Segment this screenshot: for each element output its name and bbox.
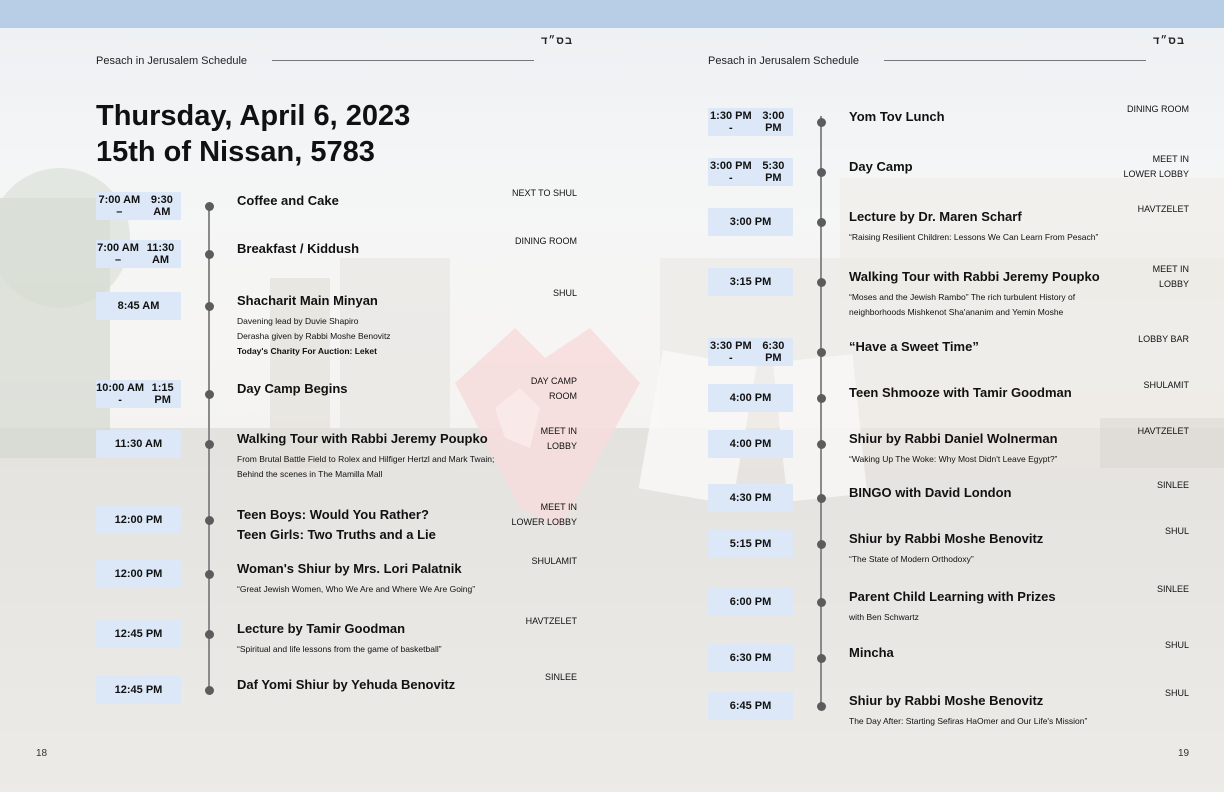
event-location: SINLEE	[544, 672, 577, 682]
event-title: Teen Girls: Two Truths and a Lie	[237, 527, 436, 542]
event-location: LOBBY	[1158, 279, 1189, 289]
event-title: BINGO with David London	[849, 485, 1012, 500]
event-title: Day Camp	[849, 159, 913, 174]
time-box	[708, 338, 793, 366]
timeline-dot	[205, 570, 214, 579]
event-detail: with Ben Schwartz	[849, 612, 919, 622]
schedule-row	[612, 480, 1224, 524]
event-title: Shiur by Rabbi Daniel Wolnerman	[849, 431, 1058, 446]
event-title: Parent Child Learning with Prizes	[849, 589, 1056, 604]
event-location: SHULAMIT	[531, 556, 577, 566]
schedule-row	[612, 426, 1224, 470]
timeline-dot	[205, 250, 214, 259]
time-box	[708, 484, 793, 512]
time-box	[708, 208, 793, 236]
event-location: LOBBY BAR	[1138, 334, 1189, 344]
timeline-dot	[205, 302, 214, 311]
event-title: Yom Tov Lunch	[849, 109, 945, 124]
time-box	[96, 506, 181, 534]
right-page	[612, 28, 1224, 792]
timeline-dot	[205, 440, 214, 449]
schedule-row	[612, 584, 1224, 628]
time-box	[708, 268, 793, 296]
event-location: LOWER LOBBY	[1123, 169, 1189, 179]
event-location: MEET IN	[1152, 154, 1189, 164]
event-title: Breakfast / Kiddush	[237, 241, 360, 256]
bsd-mark: בס״ד	[1153, 35, 1185, 47]
time-box	[96, 430, 181, 458]
schedule-row	[0, 502, 612, 546]
event-title: Teen Shmooze with Tamir Goodman	[849, 385, 1072, 400]
schedule-row	[0, 236, 612, 280]
schedule-row	[0, 188, 612, 232]
event-title: Day Camp Begins	[237, 381, 348, 396]
time-text: 1:15 PM	[151, 382, 174, 406]
page-number: 19	[1178, 748, 1190, 759]
event-title: Teen Boys: Would You Rather?	[237, 507, 429, 522]
event-title: Shiur by Rabbi Moshe Benovitz	[849, 531, 1044, 546]
event-location: SHUL	[1164, 526, 1189, 536]
event-location: SHUL	[1164, 640, 1189, 650]
event-title: Mincha	[849, 645, 894, 660]
timeline-dot	[817, 394, 826, 403]
event-location: DINING ROOM	[515, 236, 577, 246]
schedule-row	[612, 380, 1224, 424]
time-text: 4:00 PM	[729, 438, 772, 450]
event-location: HAVTZELET	[525, 616, 577, 626]
schedule-row	[612, 688, 1224, 732]
timeline-dot	[817, 118, 826, 127]
event-title: Walking Tour with Rabbi Jeremy Poupko	[237, 431, 488, 446]
timeline-dot	[817, 494, 826, 503]
event-location: DINING ROOM	[1127, 104, 1189, 114]
timeline-dot	[817, 540, 826, 549]
timeline-dot	[817, 598, 826, 607]
event-title: Coffee and Cake	[237, 193, 339, 208]
time-text: 6:00 PM	[729, 596, 772, 608]
event-location: HAVTZELET	[1137, 204, 1189, 214]
time-text: 7:00 AM –	[97, 242, 139, 266]
schedule-row	[612, 204, 1224, 248]
header-rule	[884, 60, 1146, 61]
time-text: 10:00 AM -	[96, 382, 145, 406]
schedule-row	[0, 672, 612, 716]
event-title: Shiur by Rabbi Moshe Benovitz	[849, 693, 1044, 708]
event-location: MEET IN	[540, 426, 577, 436]
event-detail: “Raising Resilient Children: Lessons We Can Learn From Pesach”	[849, 232, 1099, 242]
time-box	[708, 644, 793, 672]
timeline-dot	[817, 168, 826, 177]
schedule-row	[0, 426, 612, 479]
schedule-row	[612, 264, 1224, 317]
event-location: SHUL	[1164, 688, 1189, 698]
left-page	[0, 28, 612, 792]
time-text: 11:30 AM	[114, 438, 163, 450]
time-box	[708, 108, 793, 136]
event-title: Daf Yomi Shiur by Yehuda Benovitz	[237, 677, 456, 692]
event-detail: “Great Jewish Women, Who We Are and Where We Are Going”	[237, 584, 476, 594]
time-text: 12:00 PM	[114, 568, 163, 580]
schedule-row	[612, 334, 1224, 378]
event-detail: Today's Charity For Auction: Leket	[237, 346, 377, 356]
time-box	[96, 620, 181, 648]
event-location: SHUL	[552, 288, 577, 298]
date-heading: Thursday, April 6, 2023	[96, 100, 411, 132]
event-title: Shacharit Main Minyan	[237, 293, 378, 308]
event-detail: “Spiritual and life lessons from the game of basketball”	[237, 644, 442, 654]
event-title: Walking Tour with Rabbi Jeremy Poupko	[849, 269, 1100, 284]
timeline-dot	[205, 390, 214, 399]
event-location: ROOM	[549, 391, 577, 401]
event-title: Lecture by Dr. Maren Scharf	[849, 209, 1022, 224]
schedule-row	[612, 526, 1224, 570]
time-text: 3:00 PM	[762, 110, 785, 134]
event-location: LOWER LOBBY	[511, 517, 577, 527]
timeline-dot	[817, 348, 826, 357]
event-detail: neighborhoods Mishkenot Sha'ananim and Yemin Moshe	[849, 307, 1064, 317]
time-text: 3:15 PM	[729, 276, 772, 288]
time-box	[708, 530, 793, 558]
bsd-mark: בס״ד	[541, 35, 573, 47]
time-text: 6:45 PM	[729, 700, 772, 712]
time-box	[96, 560, 181, 588]
time-box	[96, 676, 181, 704]
timeline-dot	[817, 702, 826, 711]
timeline-dot	[205, 630, 214, 639]
schedule-row	[0, 376, 612, 420]
hebrew-date-heading: 15th of Nissan, 5783	[96, 136, 375, 168]
event-location: MEET IN	[1152, 264, 1189, 274]
timeline-dot	[205, 686, 214, 695]
time-text: 5:30 PM	[762, 160, 785, 184]
schedule-row	[612, 104, 1224, 148]
event-location: MEET IN	[540, 502, 577, 512]
page-number: 18	[36, 748, 48, 759]
timeline-dot	[817, 440, 826, 449]
time-text: 6:30 PM	[729, 652, 772, 664]
time-text: 4:00 PM	[729, 392, 772, 404]
time-text: 1:30 PM -	[710, 110, 752, 134]
timeline-dot	[205, 516, 214, 525]
top-color-band	[0, 0, 1224, 28]
time-text: 12:45 PM	[114, 684, 163, 696]
time-box	[708, 430, 793, 458]
event-detail: Derasha given by Rabbi Moshe Benovitz	[237, 331, 391, 341]
event-detail: Davening lead by Duvie Shapiro	[237, 316, 359, 326]
event-title: Woman's Shiur by Mrs. Lori Palatnik	[237, 561, 462, 576]
time-text: 3:30 PM -	[710, 340, 752, 364]
time-box	[96, 292, 181, 320]
time-text: 11:30 AM	[146, 242, 175, 266]
schedule-row	[612, 154, 1224, 198]
event-detail: “Waking Up The Woke: Why Most Didn't Leave Egypt?”	[849, 454, 1058, 464]
event-detail: From Brutal Battle Field to Rolex and Hilfiger Hertzl and Mark Twain;	[237, 454, 495, 464]
timeline-dot	[817, 654, 826, 663]
time-text: 12:00 PM	[114, 514, 163, 526]
time-box	[708, 158, 793, 186]
timeline-dot	[817, 218, 826, 227]
time-text: 3:00 PM -	[710, 160, 752, 184]
event-detail: “The State of Modern Orthodoxy”	[849, 554, 974, 564]
event-location: NEXT TO SHUL	[511, 188, 577, 198]
event-location: LOBBY	[546, 441, 577, 451]
event-title: Lecture by Tamir Goodman	[237, 621, 406, 636]
schedule-row	[0, 556, 612, 600]
schedule-row	[0, 288, 612, 356]
event-location: SHULAMIT	[1143, 380, 1189, 390]
time-text: 5:15 PM	[729, 538, 772, 550]
time-text: 7:00 AM –	[98, 194, 141, 218]
time-box	[96, 240, 181, 268]
time-text: 3:00 PM	[729, 216, 772, 228]
timeline-dot	[817, 278, 826, 287]
time-text: 8:45 AM	[117, 300, 160, 312]
event-location: HAVTZELET	[1137, 426, 1189, 436]
time-box	[96, 380, 181, 408]
timeline-dot	[205, 202, 214, 211]
event-detail: The Day After: Starting Sefiras HaOmer and Our Life's Mission”	[849, 716, 1088, 726]
event-detail: Behind the scenes in The Mamilla Mall	[237, 469, 383, 479]
schedule-header-title: Pesach in Jerusalem Schedule	[96, 55, 248, 67]
event-location: SINLEE	[1156, 480, 1189, 490]
time-text: 12:45 PM	[114, 628, 163, 640]
time-text: 9:30 AM	[150, 194, 173, 218]
schedule-row	[612, 640, 1224, 684]
event-location: SINLEE	[1156, 584, 1189, 594]
time-box	[708, 692, 793, 720]
schedule-row	[0, 616, 612, 660]
time-box	[708, 588, 793, 616]
time-text: 6:30 PM	[762, 340, 785, 364]
time-box	[708, 384, 793, 412]
event-detail: “Moses and the Jewish Rambo” The rich turbulent History of	[849, 292, 1076, 302]
header-rule	[272, 60, 534, 61]
schedule-header-title: Pesach in Jerusalem Schedule	[708, 55, 860, 67]
event-title: “Have a Sweet Time”	[849, 339, 979, 354]
time-box	[96, 192, 181, 220]
time-text: 4:30 PM	[729, 492, 772, 504]
event-location: DAY CAMP	[530, 376, 577, 386]
